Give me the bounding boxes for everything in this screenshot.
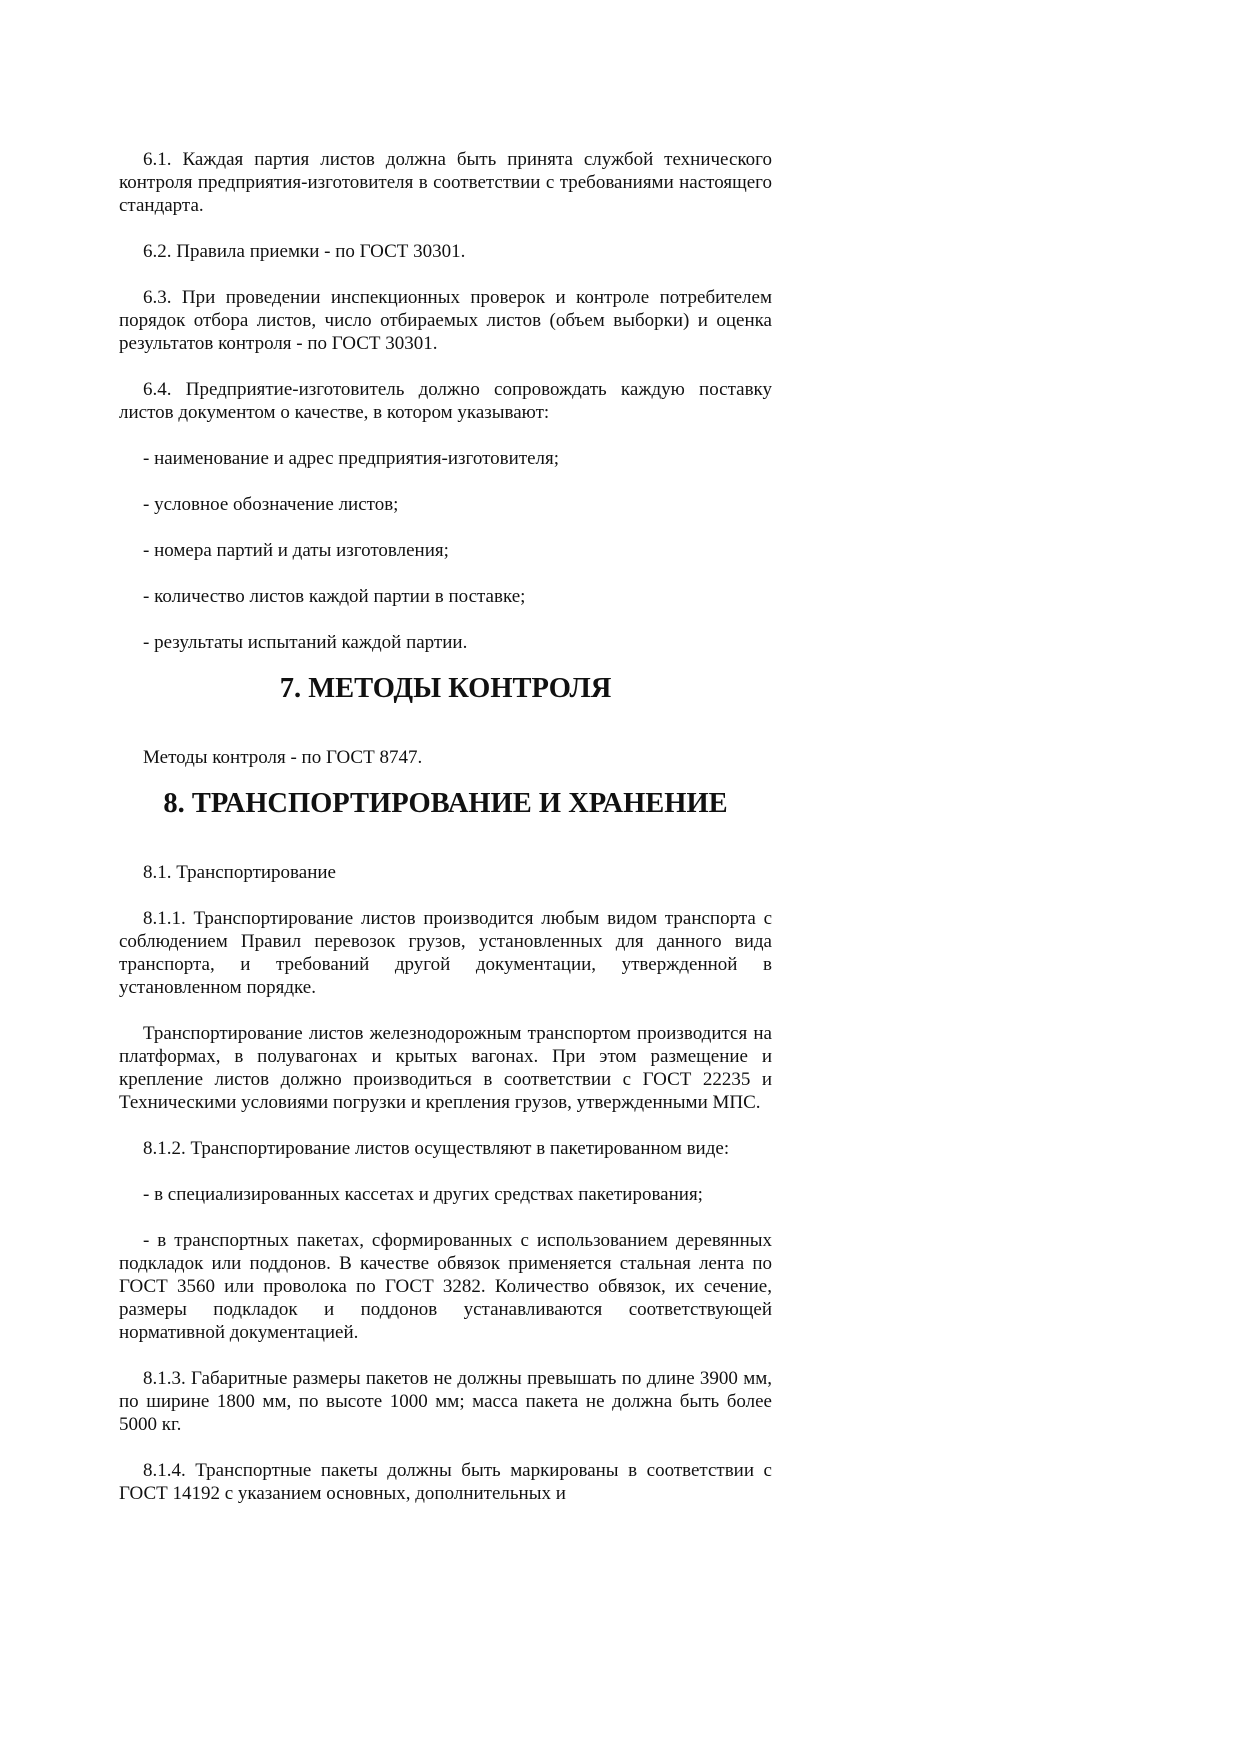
paragraph-6-1: 6.1. Каждая партия листов должна быть принята службой технического контроля предприятия-изготовителя в соответствии с требованиями настоящего стандарта. [119,149,772,216]
list-item: - количество листов каждой партии в поставке; [143,586,526,607]
paragraph-8-1-1-rail: Транспортирование листов железнодорожным транспортом производится на платформах, в полувагонах и крытых вагонах. При этом размещение и крепление листов должно производиться в соответствии с ГОСТ 22235 и Техническими условиями погрузки и крепления грузов, утвержденными МПС. [119,1023,772,1113]
paragraph-8-1-2: 8.1.2. Транспортирование листов осуществляют в пакетированном виде: [143,1138,730,1159]
paragraph-6-4: 6.4. Предприятие-изготовитель должно сопровождать каждую поставку листов документом о качестве, в котором указывают: [119,379,772,423]
paragraph-8-1-4: 8.1.4. Транспортные пакеты должны быть маркированы в соответствии с ГОСТ 14192 с указанием основных, дополнительных и [119,1460,772,1504]
section-8-heading: 8. ТРАНСПОРТИРОВАНИЕ И ХРАНЕНИЕ [163,788,728,819]
paragraph-8-1: 8.1. Транспортирование [143,862,336,883]
list-item: - в транспортных пакетах, сформированных с использованием деревянных подкладок или поддонов. В качестве обвязок применяется стальная лента по ГОСТ 3560 или проволока по ГОСТ 3282. Количество обвязок, их сечение, размеры подкладок и поддонов устанавливаются соответствующей нормативной документацией. [119,1230,772,1343]
paragraph-8-1-3: 8.1.3. Габаритные размеры пакетов не должны превышать по длине 3900 мм, по ширине 1800 мм, по высоте 1000 мм; масса пакета не должна быть более 5000 кг. [119,1368,772,1435]
list-item: - условное обозначение листов; [143,494,399,515]
list-item: - в специализированных кассетах и других средствах пакетирования; [143,1184,703,1205]
list-item: - номера партий и даты изготовления; [143,540,449,561]
list-item: - результаты испытаний каждой партии. [143,632,468,653]
section-7-heading: 7. МЕТОДЫ КОНТРОЛЯ [279,673,612,704]
paragraph-8-1-1: 8.1.1. Транспортирование листов производится любым видом транспорта с соблюдением Правил перевозок грузов, установленных для данного вида транспорта, и требований другой документации, утвержденной в установленном порядке. [119,908,772,998]
paragraph-7-text: Методы контроля - по ГОСТ 8747. [143,747,423,768]
paragraph-6-3: 6.3. При проведении инспекционных проверок и контроле потребителем порядок отбора листов, число отбираемых листов (объем выборки) и оценка результатов контроля - по ГОСТ 30301. [119,287,772,354]
document-page [119,148,772,1505]
list-item: - наименование и адрес предприятия-изготовителя; [143,448,560,469]
paragraph-6-2: 6.2. Правила приемки - по ГОСТ 30301. [143,241,466,262]
